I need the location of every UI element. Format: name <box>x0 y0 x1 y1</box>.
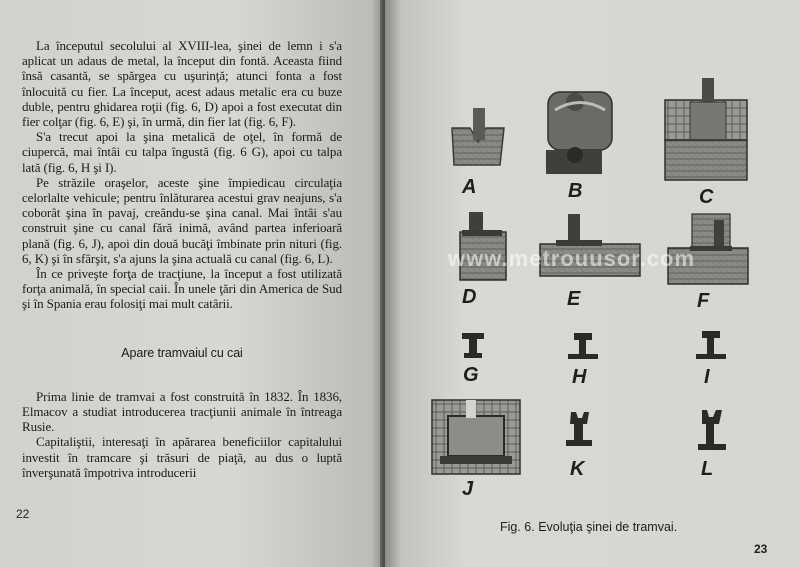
figure-label-e: E <box>567 288 581 310</box>
left-page-number: 22 <box>16 507 30 521</box>
section-heading: Apare tramvaiul cu cai <box>121 345 243 360</box>
figure-label-j: J <box>462 478 474 500</box>
site-watermark: www.metrouusor.com <box>448 246 696 271</box>
rail-l-drawing <box>698 410 726 450</box>
figure-label-k: K <box>570 458 585 480</box>
figure-label-h: H <box>572 366 587 388</box>
rail-j-drawing <box>432 400 520 474</box>
paragraph-6: Capitaliştii, interesaţi în apărarea beneficiilor capitalului investit în tramcare şi trăsuri de piaţă, au dus o luptă înverşunată împotriva introducerii <box>22 434 342 480</box>
rail-h-drawing <box>568 333 598 359</box>
paragraph-5: Prima linie de tramvai a fost construită în 1832. În 1836, Elmacov a studiat introducerea tracţiunii animale în întreaga Rusie. <box>22 388 342 435</box>
paragraph-2: S'a trecut apoi la şina metalică de oţel, în formă de ciupercă, mai întâi cu talpa îngustă (fig. 6 G), apoi cu talpa lată (fig. 6, H şi I). <box>22 129 342 175</box>
rail-i-drawing <box>696 331 726 359</box>
rail-c-drawing <box>665 78 747 180</box>
rail-k-drawing <box>566 412 592 446</box>
figure-label-d: D <box>462 286 477 308</box>
figure-label-g: G <box>463 364 479 386</box>
rail-a-drawing <box>452 108 504 165</box>
figure-label-a: A <box>462 176 477 198</box>
figure-label-f: F <box>697 290 710 312</box>
figure-label-b: B <box>568 180 583 202</box>
figure-label-i: I <box>704 366 710 388</box>
figure-label-c: C <box>699 186 714 208</box>
paragraph-1: La începutul secolului al XVIII-lea, şinei de lemn i s'a aplicat un adaus de metal, la început din fontă. Aceasta fiind însă casantă, se spărgea cu uşurinţă; atunci fonta a fost înlocuită cu fier. La început, acest adaus metalic era cu buze duble, pentru ghidarea roţii (fig. 6, D) apoi a fost executat din fier colţar (fig. 6, E) şi, în urmă, din fier lat (fig. 6, F). <box>22 38 342 130</box>
paragraph-4: În ce priveşte forţa de tracţiune, la început a fost utilizată forţa animală, în special caii. În unele ţări din America de Sud şi în Spania erau folosiţi mai mult catârii. <box>22 266 342 312</box>
paragraph-3: Pe străzile oraşelor, aceste şine împiedicau circulaţia celorlalte vehicule; pentru înlăturarea acestui grav neajuns, s'a coborât şina în pavaj, creându-se şina canal. Mai întâi s'au construit şine cu canal fără inimă, având partea inferioară plană (fig. 6, J), apoi din două bucăţi îmbinate prin nituri (fig. 6, K) şi în sfârşit, s'a ajuns la şina actuală cu canal (fig. 6, L). <box>22 174 342 266</box>
rail-g-drawing <box>462 333 484 358</box>
figure-caption: Fig. 6. Evoluţia şinei de tramvai. <box>500 520 678 534</box>
rail-b-drawing <box>546 92 612 174</box>
right-page-number: 23 <box>754 542 768 556</box>
figure-label-l: L <box>701 458 714 480</box>
